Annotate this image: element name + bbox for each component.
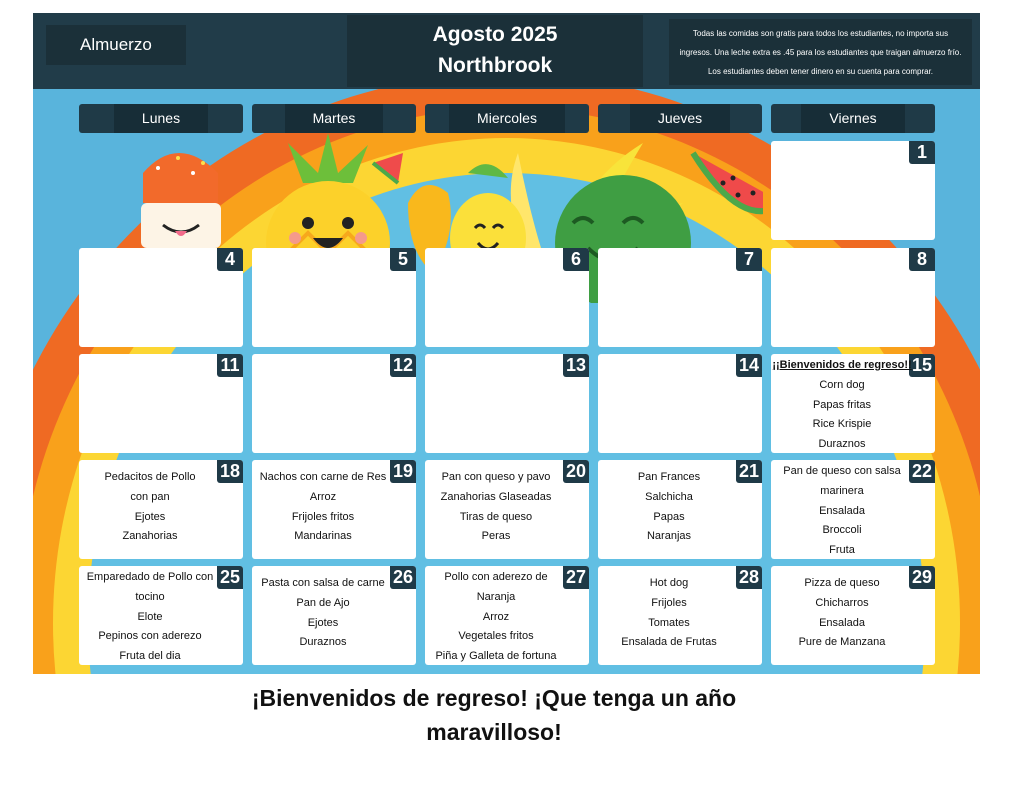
month-title: Agosto 2025 xyxy=(432,23,558,46)
menu-item: Zanahorias Glaseadas xyxy=(440,490,552,503)
calendar-day-cell xyxy=(79,248,243,347)
calendar-day-cell xyxy=(598,354,762,453)
weekday-header-friday xyxy=(771,104,935,133)
menu-item: Corn dog xyxy=(819,378,865,391)
calendar-day-cell xyxy=(79,460,243,559)
weekday-header-tuesday xyxy=(252,104,416,133)
menu-items xyxy=(252,574,394,653)
menu-item: Pure de Manzana xyxy=(798,636,886,649)
day-number: 13 xyxy=(563,354,589,377)
menu-item: Naranja xyxy=(476,590,516,603)
menu-sheet xyxy=(33,13,980,674)
calendar-day-cell xyxy=(252,248,416,347)
calendar-day-cell xyxy=(771,248,935,347)
menu-items xyxy=(771,462,913,559)
menu-item: Tiras de queso xyxy=(459,510,533,523)
calendar-day-cell xyxy=(771,566,935,665)
menu-item: Ensalada de Frutas xyxy=(621,636,717,649)
calendar-day-cell xyxy=(425,354,589,453)
day-number: 19 xyxy=(390,460,416,483)
menu-item: Ejotes xyxy=(307,616,339,629)
menu-items xyxy=(598,574,740,653)
menu-item: tocino xyxy=(135,590,165,603)
calendar-day-cell xyxy=(252,460,416,559)
ice-cream-character-icon xyxy=(141,153,221,248)
menu-items xyxy=(771,356,913,453)
menu-item: Duraznos xyxy=(299,636,347,649)
menu-item: Broccoli xyxy=(822,524,862,537)
meal-note-line: Los estudiantes deben tener dinero en su cuenta para comprar. xyxy=(707,67,934,76)
menu-item: Pan con queso y pavo xyxy=(441,471,551,483)
menu-item: Pan de Ajo xyxy=(296,596,350,609)
menu-items xyxy=(425,468,567,547)
calendar-day-cell xyxy=(598,248,762,347)
menu-item: Ensalada xyxy=(819,504,865,517)
weekday-label: Miercoles xyxy=(449,104,565,133)
menu-item: con pan xyxy=(130,490,170,503)
day-number: 12 xyxy=(390,354,416,377)
menu-item: Pedacitos de Pollo xyxy=(104,471,196,483)
day-number: 1 xyxy=(909,141,935,164)
menu-item: Piña y Galleta de fortuna xyxy=(435,650,557,663)
weekday-label: Lunes xyxy=(114,104,208,133)
day-number: 18 xyxy=(217,460,243,483)
day-number: 27 xyxy=(563,566,589,589)
menu-item: Pizza de queso xyxy=(804,577,880,589)
day-number: 4 xyxy=(217,248,243,271)
menu-item: Frijoles xyxy=(651,596,687,609)
weekday-label: Viernes xyxy=(801,104,904,133)
calendar-day-cell xyxy=(79,354,243,453)
menu-items xyxy=(771,574,913,653)
day-number: 29 xyxy=(909,566,935,589)
school-name: Northbrook xyxy=(437,54,553,77)
calendar-day-cell xyxy=(252,566,416,665)
menu-item: Duraznos xyxy=(818,438,866,451)
calendar-day-cell xyxy=(598,460,762,559)
day-number: 22 xyxy=(909,460,935,483)
weekday-header-monday xyxy=(79,104,243,133)
menu-item: Frijoles fritos xyxy=(291,510,355,523)
day-number: 14 xyxy=(736,354,762,377)
calendar-day-cell xyxy=(252,354,416,453)
weekday-header-wednesday xyxy=(425,104,589,133)
title-box xyxy=(347,15,643,87)
calendar-day-cell xyxy=(425,566,589,665)
menu-item: Zanahorias xyxy=(122,530,178,543)
menu-item: marinera xyxy=(820,484,864,497)
menu-item: Nachos con carne de Res xyxy=(259,471,387,483)
menu-item: Hot dog xyxy=(649,577,689,589)
watermelon-slice-large-icon xyxy=(693,153,763,211)
watermelon-slice-small-icon xyxy=(373,153,403,183)
weekday-label: Jueves xyxy=(630,104,730,133)
menu-item: ¡¡Bienvenidos de regreso!! xyxy=(772,359,912,371)
day-number: 28 xyxy=(736,566,762,589)
calendar-header xyxy=(33,13,980,89)
menu-items xyxy=(79,568,221,665)
meal-note xyxy=(669,19,972,85)
day-number: 25 xyxy=(217,566,243,589)
calendar-day-cell xyxy=(771,460,935,559)
welcome-message-line2: maravilloso! xyxy=(426,719,562,745)
menu-item: Elote xyxy=(137,610,163,623)
menu-item: Tomates xyxy=(648,616,690,629)
calendar-day-cell xyxy=(79,566,243,665)
day-number: 5 xyxy=(390,248,416,271)
menu-item: Arroz xyxy=(309,490,337,503)
menu-items xyxy=(79,468,221,547)
menu-item: Emparedado de Pollo con xyxy=(86,571,214,583)
menu-item: Pollo con aderezo de xyxy=(444,571,548,583)
menu-item: Pasta con salsa de carne xyxy=(261,577,385,589)
menu-item: Fruta xyxy=(829,544,855,557)
calendar-day-cell xyxy=(425,248,589,347)
menu-items xyxy=(598,468,740,547)
menu-item: Papas xyxy=(653,510,685,523)
calendar-day-cell xyxy=(771,141,935,240)
day-number: 15 xyxy=(909,354,935,377)
menu-item: Fruta del dia xyxy=(119,650,181,663)
meal-note-line: Todas las comidas son gratis para todos los estudiantes, no importa sus xyxy=(692,29,949,38)
day-number: 11 xyxy=(217,354,243,377)
meal-note-line: ingresos. Una leche extra es .45 para los estudiantes que traigan almuerzo frío. xyxy=(679,48,962,57)
day-number: 6 xyxy=(563,248,589,271)
meal-label: Almuerzo xyxy=(46,25,186,65)
menu-item: Rice Krispie xyxy=(812,418,872,431)
menu-item: Pepinos con aderezo xyxy=(98,630,202,643)
menu-item: Pan de queso con salsa xyxy=(783,465,901,477)
menu-item: Mandarinas xyxy=(294,530,352,543)
calendar-day-cell xyxy=(598,566,762,665)
menu-item: Chicharros xyxy=(815,596,869,609)
menu-item: Pan Frances xyxy=(637,471,701,483)
menu-item: Ensalada xyxy=(819,616,865,629)
day-number: 7 xyxy=(736,248,762,271)
day-number: 20 xyxy=(563,460,589,483)
calendar-day-cell xyxy=(425,460,589,559)
menu-item: Salchicha xyxy=(645,490,693,503)
weekday-header-thursday xyxy=(598,104,762,133)
day-number: 26 xyxy=(390,566,416,589)
menu-item: Papas fritas xyxy=(812,398,872,411)
menu-item: Peras xyxy=(481,530,511,543)
menu-item: Arroz xyxy=(482,610,510,623)
menu-items xyxy=(425,568,567,665)
day-number: 21 xyxy=(736,460,762,483)
menu-item: Ejotes xyxy=(134,510,166,523)
menu-items xyxy=(252,468,394,547)
weekday-label: Martes xyxy=(285,104,384,133)
menu-item: Naranjas xyxy=(646,530,692,543)
welcome-message-line1: ¡Bienvenidos de regreso! ¡Que tenga un año xyxy=(251,685,737,711)
day-number: 8 xyxy=(909,248,935,271)
calendar-day-cell xyxy=(771,354,935,453)
menu-item: Vegetales fritos xyxy=(458,630,534,643)
